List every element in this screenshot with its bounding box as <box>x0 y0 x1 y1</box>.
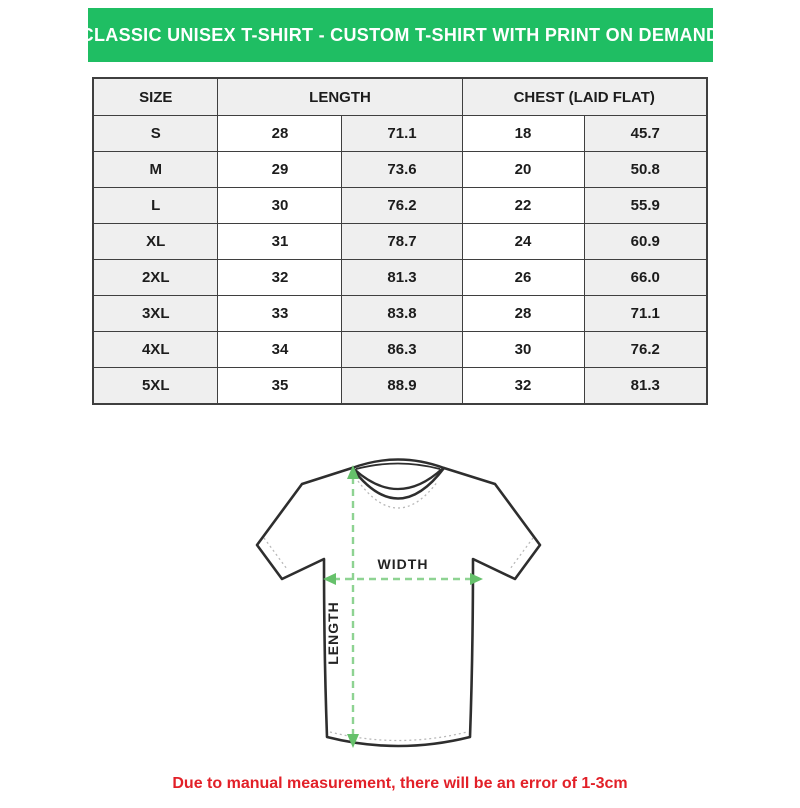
size-cell: 4XL <box>93 332 218 368</box>
length-cm-cell: 76.2 <box>342 188 462 224</box>
chest-in-cell: 20 <box>462 152 584 188</box>
title-banner <box>80 8 720 62</box>
length-in-cell: 28 <box>218 116 342 152</box>
chest-cm-cell: 60.9 <box>584 224 707 260</box>
size-cell: S <box>93 116 218 152</box>
measurement-note: Due to manual measurement, there will be an error of 1-3cm <box>172 775 628 792</box>
chest-in-cell: 22 <box>462 188 584 224</box>
col-header-chest: CHEST (LAID FLAT) <box>462 78 707 116</box>
length-in-cell: 30 <box>218 188 342 224</box>
length-cm-cell: 73.6 <box>342 152 462 188</box>
tshirt-outline-icon <box>240 441 560 771</box>
length-label: LENGTH <box>325 601 341 665</box>
length-in-cell: 31 <box>218 224 342 260</box>
chest-cm-cell: 55.9 <box>584 188 707 224</box>
length-in-cell: 35 <box>218 368 342 405</box>
chest-cm-cell: 81.3 <box>584 368 707 405</box>
size-chart-page <box>0 8 800 808</box>
length-cm-cell: 71.1 <box>342 116 462 152</box>
chest-in-cell: 32 <box>462 368 584 405</box>
length-in-cell: 33 <box>218 296 342 332</box>
col-header-size: SIZE <box>93 78 218 116</box>
table-row <box>93 224 707 260</box>
size-cell: 2XL <box>93 260 218 296</box>
chest-in-cell: 26 <box>462 260 584 296</box>
length-cm-cell: 86.3 <box>342 332 462 368</box>
chest-in-cell: 30 <box>462 332 584 368</box>
chest-in-cell: 18 <box>462 116 584 152</box>
chest-cm-cell: 71.1 <box>584 296 707 332</box>
chest-in-cell: 24 <box>462 224 584 260</box>
length-cm-cell: 88.9 <box>342 368 462 405</box>
chest-cm-cell: 66.0 <box>584 260 707 296</box>
page-title: CLASSIC UNISEX T-SHIRT - CUSTOM T-SHIRT WITH PRINT ON DEMAND <box>80 24 720 45</box>
length-cm-cell: 81.3 <box>342 260 462 296</box>
width-label: WIDTH <box>377 556 429 572</box>
chest-cm-cell: 76.2 <box>584 332 707 368</box>
table-row <box>93 152 707 188</box>
length-in-cell: 32 <box>218 260 342 296</box>
table-header-row <box>93 78 707 116</box>
table-row <box>93 332 707 368</box>
size-cell: 3XL <box>93 296 218 332</box>
chest-cm-cell: 45.7 <box>584 116 707 152</box>
size-cell: M <box>93 152 218 188</box>
length-in-cell: 29 <box>218 152 342 188</box>
length-cm-cell: 78.7 <box>342 224 462 260</box>
tshirt-measurement-diagram <box>240 441 560 771</box>
table-row <box>93 260 707 296</box>
col-header-length: LENGTH <box>218 78 462 116</box>
chest-in-cell: 28 <box>462 296 584 332</box>
size-cell: L <box>93 188 218 224</box>
size-cell: XL <box>93 224 218 260</box>
table-row <box>93 368 707 405</box>
length-cm-cell: 83.8 <box>342 296 462 332</box>
table-row <box>93 188 707 224</box>
table-row <box>93 116 707 152</box>
chest-cm-cell: 50.8 <box>584 152 707 188</box>
size-cell: 5XL <box>93 368 218 405</box>
size-table <box>92 77 708 405</box>
length-in-cell: 34 <box>218 332 342 368</box>
table-row <box>93 296 707 332</box>
